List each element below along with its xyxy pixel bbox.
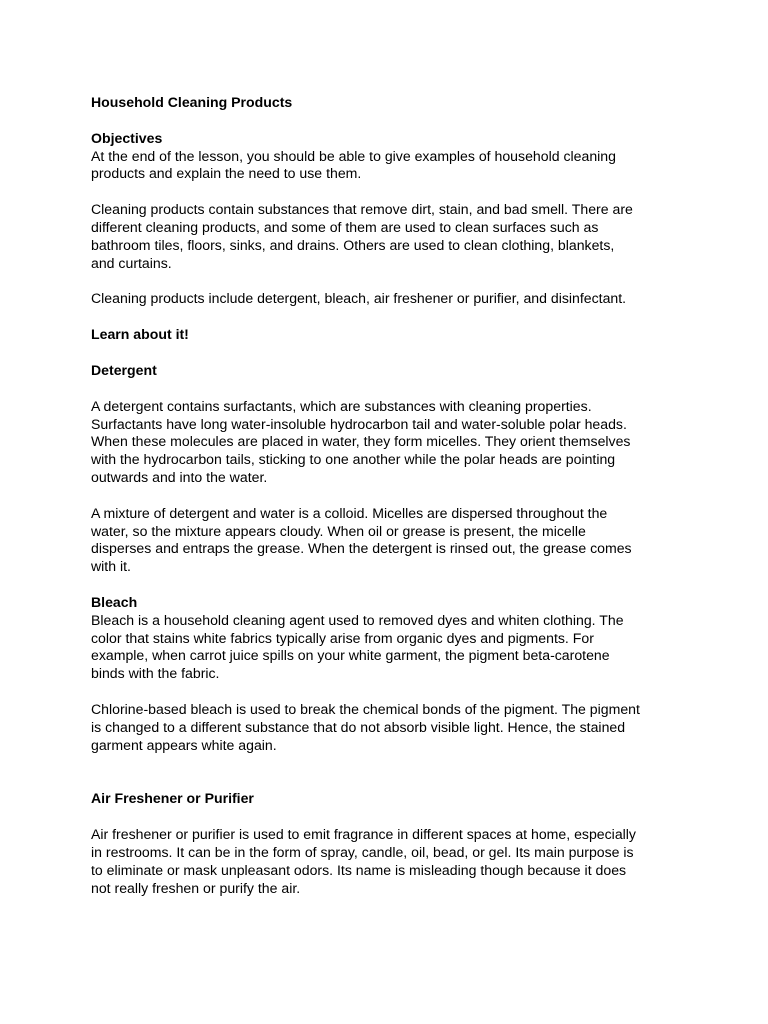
detergent-p1-line-1: A detergent contains surfactants, which are substances with cleaning properties. [91, 397, 592, 414]
intro-line-2: different cleaning products, and some of them are used to clean surfaces such as [91, 218, 599, 235]
air-p1-line-2: in restrooms. It can be in the form of spray, candle, oil, bead, or gel. Its main purpose is [91, 843, 634, 860]
bleach-p2-line-2: is changed to a different substance that do not absorb visible light. Hence, the stained [91, 718, 626, 735]
detergent-p2-line-3: disperses and entraps the grease. When the detergent is rinsed out, the grease comes [91, 540, 632, 557]
bleach-p1-line-4: binds with the fabric. [91, 665, 220, 682]
air-p1-line-1: Air freshener or purifier is used to emit fragrance in different spaces at home, especially [91, 826, 636, 843]
objectives-paragraph [91, 148, 680, 184]
objectives-line-1: At the end of the lesson, you should be able to give examples of household cleaning [91, 147, 616, 164]
document-title: Household Cleaning Products [91, 94, 293, 110]
bleach-p1-line-1: Bleach is a household cleaning agent used to removed dyes and whiten clothing. The [91, 611, 624, 628]
air-freshener-paragraph [91, 826, 680, 897]
detergent-p2-line-4: with it. [91, 558, 131, 575]
detergent-paragraph-1 [91, 398, 680, 487]
intro-line-4: and curtains. [91, 254, 172, 271]
detergent-paragraph-2 [91, 505, 680, 576]
detergent-p2-line-2: water, so the mixture appears cloudy. When oil or grease is present, the micelle [91, 522, 586, 539]
air-p1-line-4: not really freshen or purify the air. [91, 879, 301, 896]
detergent-p1-line-3: When these molecules are placed in water, they form micelles. They orient themselves [91, 433, 631, 450]
intro2-paragraph [91, 290, 680, 308]
detergent-heading: Detergent [91, 361, 157, 378]
detergent-p1-line-2: Surfactants have long water-insoluble hydrocarbon tail and water-soluble polar heads. [91, 415, 627, 432]
bleach-heading: Bleach [91, 593, 138, 610]
objectives-heading: Objectives [91, 129, 163, 146]
learn-heading: Learn about it! [91, 326, 189, 343]
air-p1-line-3: to eliminate or mask unpleasant odors. Its name is misleading though because it does [91, 861, 627, 878]
intro2-line: Cleaning products include detergent, bleach, air freshener or purifier, and disinfectant. [91, 290, 627, 307]
bleach-p1-line-3: example, when carrot juice spills on your white garment, the pigment beta-carotene [91, 647, 610, 664]
detergent-p1-line-5: outwards and into the water. [91, 468, 268, 485]
bleach-paragraph-2 [91, 701, 680, 754]
objectives-line-2: products and explain the need to use them. [91, 165, 362, 182]
intro-line-1: Cleaning products contain substances that remove dirt, stain, and bad smell. There are [91, 201, 633, 218]
bleach-p1-line-2: color that stains white fabrics typically arise from organic dyes and pigments. For [91, 629, 594, 646]
bleach-paragraph-1 [91, 612, 680, 683]
intro-paragraph [91, 201, 680, 272]
intro-line-3: bathroom tiles, floors, sinks, and drains. Others are used to clean clothing, blankets, [91, 236, 615, 253]
air-freshener-heading: Air Freshener or Purifier [91, 790, 254, 807]
bleach-p2-line-1: Chlorine-based bleach is used to break the chemical bonds of the pigment. The pigment [91, 700, 640, 717]
detergent-p1-line-4: with the hydrocarbon tails, sticking to one another while the polar heads are pointing [91, 451, 616, 468]
bleach-p2-line-3: garment appears white again. [91, 736, 277, 753]
detergent-p2-line-1: A mixture of detergent and water is a colloid. Micelles are dispersed throughout the [91, 504, 608, 521]
